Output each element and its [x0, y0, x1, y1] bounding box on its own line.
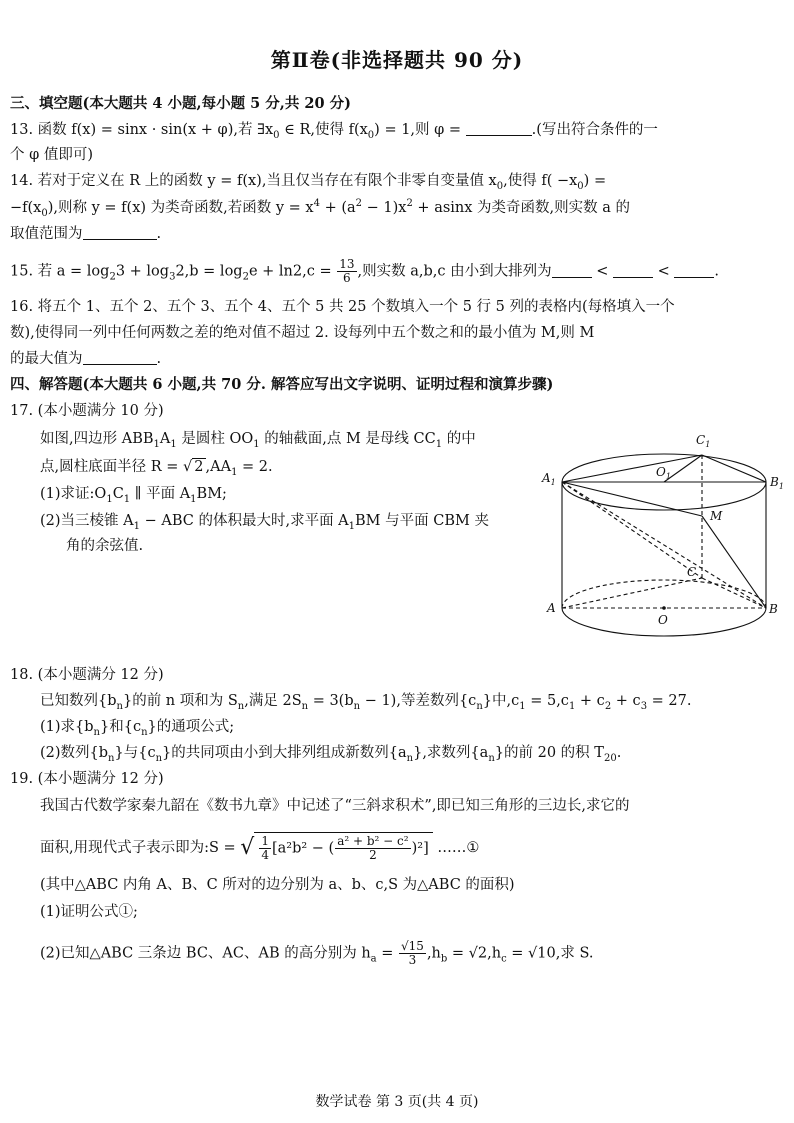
answer-blank — [466, 121, 532, 136]
q13-line1: 13. 函数 f(x) = sinx · sin(x + φ),若 $\exists x_0$ ∈ R,使得 $f(x_0) = 1$,则 φ = .(写出符合条件的一 — [10, 122, 658, 141]
answer-blank — [613, 263, 653, 278]
q14-line1: 14. 若对于定义在 R 上的函数 y = f(x),当且仅当存在有限个非零自变量值 $x_0$,使得 $f( -x_0)$ = — [10, 173, 607, 192]
q17-part1: (1)求证$:O_1C_1$ ∥ 平面 $A_1BM$; — [40, 486, 227, 505]
q17-part2: (2)当三棱锥 $A_1$ − ABC 的体积最大时,求平面 $A_1BM$ 与平面 CBM 夹 — [40, 513, 489, 532]
q17-header: 17. (本小题满分 10 分) — [10, 403, 164, 419]
fraction-sqrt15-3: $\frac{√15}{3}$ — [401, 939, 424, 967]
section-3-heading: 三、填空题(本大题共 4 小题,每小题 5 分,共 20 分) — [10, 95, 351, 112]
label-o1: $O_1$ — [656, 465, 671, 481]
q18-header: 18. (本小题满分 12 分) — [10, 667, 164, 683]
fraction-13-6: $\frac{13}{6}$ — [339, 257, 355, 285]
segment-mb — [702, 516, 766, 608]
q19-part2: (2)已知△ABC 三条边 BC、AC、AB 的高分别为 $h_a$ = $\frac{√15}{3}$ $,h_b = √2,h_c = √10$,求 S. — [40, 939, 594, 967]
answer-blank — [674, 263, 714, 278]
q14-line3: 取值范围为 . — [10, 226, 162, 242]
label-c: C — [687, 565, 697, 579]
q18-part1: (1)求$\{b_n\}$和$\{c_n\}$的通项公式; — [40, 719, 235, 738]
q19-formula-line: 面积,用现代式子表示即为:S = √ $\frac{1}{4}$ [a²b² − ( $\frac{\text{a² + b² − c²}}{2}$ )²] ……① — [40, 834, 480, 862]
q18-line1: 已知数列$\{b_n\}$的前 n 项和为 $S_n$,满足 $2S_n = 3(b_n - 1)$,等差数列$\{c_n\}$中$,c_1 = 5,c_1 + c_2 + c_3 = 27$. — [40, 693, 692, 712]
section-title: 第Ⅱ卷(非选择题共 90 分) — [270, 48, 524, 72]
q16-line1: 16. 将五个 1、五个 2、五个 3、五个 4、五个 5 共 25 个数填入一个 5 行 5 列的表格内(每格填入一个 — [10, 299, 675, 315]
q14-line2: $-f(x_0)$,则称 y = f(x) 为类奇函数,若函数 $y = x^4 + (a^2 - 1)x^2 + asinx$ 为类奇函数,则实数 a 的 — [10, 198, 631, 219]
segment-c1b1 — [702, 455, 766, 482]
label-a: A — [547, 601, 556, 615]
label-b: B — [769, 602, 778, 616]
q13-line2: 个 φ 值即可) — [10, 147, 94, 163]
label-m: M — [710, 509, 723, 523]
answer-blank — [83, 350, 157, 365]
q15-line: 15. 若 $a = \log_23 + \log_32,b = \log_2e + \ln 2,c$ = $\frac{13}{6}$ ,则实数 a,b,c 由小到大排列为 < < . — [10, 257, 719, 285]
answer-blank — [83, 225, 157, 240]
q16-line2: 数),使得同一列中任何两数之差的绝对值不超过 2. 设每列中五个数之和的最小值为 M,则 M — [10, 325, 595, 341]
label-b1: $B_1$ — [770, 475, 784, 491]
cylinder-figure — [544, 420, 784, 630]
section-4-heading: 四、解答题(本大题共 6 小题,共 70 分. 解答应写出文字说明、证明过程和演算步骤) — [10, 376, 554, 393]
segment-ac — [562, 578, 702, 608]
label-a1: $A_1$ — [542, 471, 556, 487]
page-footer: 数学试卷 第 3 页(共 4 页) — [315, 1094, 479, 1110]
segment-a1c1 — [562, 455, 702, 482]
q17-line1: 如图,四边形 $ABB_1A_1$ 是圆柱 $OO_1$ 的轴截面,点 M 是母线 $CC_1$ 的中 — [40, 431, 476, 450]
q17-line2: 点,圆柱底面半径 R = √ 2 $,AA_1 = 2$. — [40, 459, 273, 478]
segment-a1b — [562, 482, 766, 608]
q19-header: 19. (本小题满分 12 分) — [10, 771, 164, 787]
answer-blank — [552, 263, 592, 278]
center-o-dot — [662, 606, 666, 610]
q19-line3: (其中△ABC 内角 A、B、C 所对的边分别为 a、b、c,S 为△ABC 的面积) — [40, 877, 515, 893]
segment-cb — [702, 578, 766, 608]
heron-formula: $\frac{1}{4}$ [a²b² − ( $\frac{\text{a² + b² − c²}}{2}$ )²] — [254, 832, 432, 864]
label-o: O — [658, 613, 668, 627]
q19-line1: 我国古代数学家秦九韶在《数书九章》中记述了“三斜求积术”,即已知三角形的三边长,求它的 — [40, 798, 630, 814]
q19-part1: (1)证明公式①; — [40, 904, 138, 920]
q18-part2: (2)数列$\{b_n\}$与$\{c_n\}$的共同项由小到大排列组成新数列$\{a_n\}$,求数列$\{a_n\}$的前 20 的积 $T_{20}$. — [40, 745, 622, 764]
q16-line3: 的最大值为 . — [10, 351, 162, 367]
q17-part2-cont: 角的余弦值. — [66, 538, 144, 554]
segment-a1c — [562, 482, 702, 578]
label-c1: $C_1$ — [696, 433, 711, 449]
